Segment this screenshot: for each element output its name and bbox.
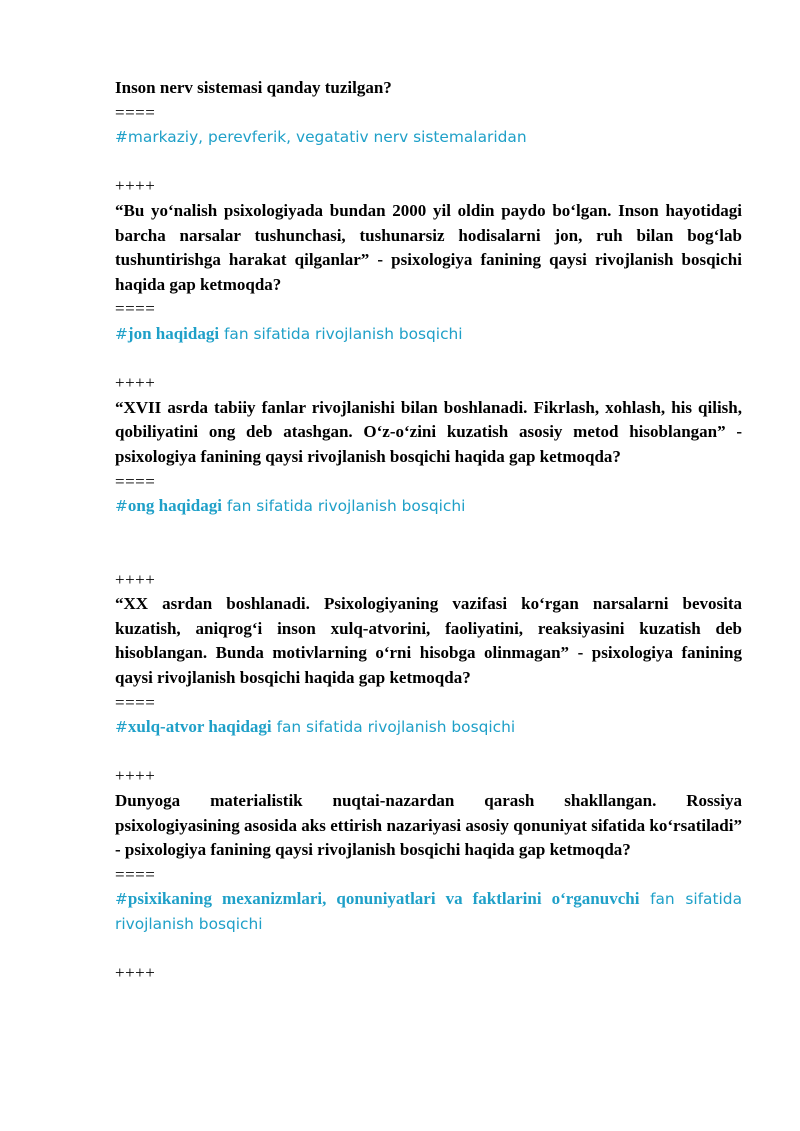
separator: ==== [115,692,156,712]
answer-text: fan sifatida rivojlanish bosqichi [221,497,466,516]
answer-prefix: # [115,497,128,516]
block-start: ++++ [115,373,156,393]
answer-text: fan sifatida rivojlanish bosqichi [115,890,743,933]
question-2: “Bu yo‘nalish psixologiyada bundan 2000 yil oldin paydo bo‘lgan. Inson hayotidagi barcha narsalar tushunchasi, tushunarsiz hodisalarni jon, ruh bilan bog‘lab tushuntirishga harakat qilganlar” - psixologiya fanining qaysi rivojlanish bosqichi haqida gap ketmoqda? [115,200,742,294]
question-1: Inson nerv sistemasi qanday tuzilgan? [115,78,392,97]
block-start: ++++ [115,963,156,983]
answer-text: fan sifatida rivojlanish bosqichi [271,718,516,737]
answer-text: fan sifatida rivojlanish bosqichi [219,324,463,343]
answer-1 [115,125,742,150]
answer-prefix: # [115,890,128,909]
answer-3 [115,494,742,519]
separator: ==== [115,102,156,122]
separator: ==== [115,299,156,319]
block-start: ++++ [115,766,156,786]
answer-4 [115,715,742,740]
separator: ==== [115,471,156,491]
question-5: Dunyoga materialistik nuqtai-nazardan qarash shakllangan. Rossiya psixologiyasining asosida aks ettirish nazariyasi asosiy qonuniyat sifatida ko‘rsatiladi” - psixologiya fanining qaysi rivojlanish bosqichi haqida gap ketmoqda? [115,791,742,860]
question-4: “XX asrdan boshlanadi. Psixologiyaning vazifasi ko‘rgan narsalarni bevosita kuzatish, aniqrog‘i inson xulq-atvorini, faoliyatini, reaksiyasini kuzatish deb hisoblangan. Bunda motivlarning o‘rni hisobga olinmagan” - psixologiya fanining qaysi rivojlanish bosqichi haqida gap ketmoqda? [115,594,742,688]
answer-prefix: # [115,718,128,737]
block-start: ++++ [115,569,156,589]
block-start: ++++ [115,176,156,196]
answer-5 [115,887,742,936]
answer-keyword: ong haqidagi [127,496,222,516]
question-3: “XVII asrda tabiiy fanlar rivojlanishi bilan boshlanadi. Fikrlash, xohlash, his qilish, qobiliyatini ong deb atashgan. O‘z-o‘zini kuzatish asosiy metod hisoblangan” - psixologiya fanining qaysi rivojlanish bosqichi haqida gap ketmoqda? [115,397,742,466]
document-page [115,76,742,986]
answer-keyword: xulq-atvor haqidagi [127,717,272,737]
answer-keyword: jon haqidagi [127,323,220,343]
answer-2 [115,322,742,347]
separator: ==== [115,864,156,884]
answer-prefix: # [115,324,128,343]
answer-keyword: psixikaning mexanizmlari, qonuniyatlari va faktlarini o‘rganuvchi [127,889,640,909]
answer-text: #markaziy, perevferik, vegatativ nerv sistemalaridan [115,128,527,147]
